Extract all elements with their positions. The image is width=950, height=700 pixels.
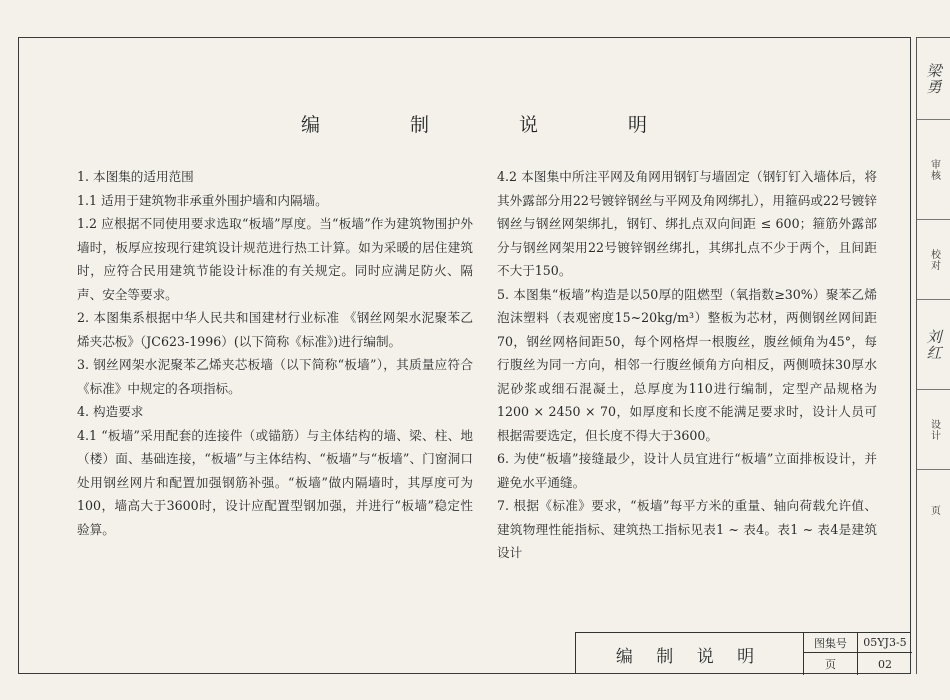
atlas-number-value: 05YJ3-5 [858, 633, 912, 653]
role-label: 设计 [928, 418, 940, 441]
binding-strip [916, 37, 950, 674]
page-number-value: 02 [878, 657, 892, 671]
role-cell [917, 390, 950, 470]
page-number-label: 页 [804, 653, 858, 675]
role-cell [917, 220, 950, 300]
role-label: 校对 [928, 248, 940, 271]
left-text-column [77, 165, 473, 541]
paragraph: 4.2 本图集中所注平网及角网用钢钉与墙固定（钢钉钉入墙体后，将其外露部分用22号镀锌钢丝与平网及角网绑扎），用箍码或22号镀锌钢丝与钢丝网架绑扎，钢钉、绑扎点双向间距 ≤ 600；箍筋外露部分与钢丝网架用22号镀锌钢丝绑扎，其绑扎点不少于两个，且间距不大于150。 [497, 169, 877, 278]
signature-cell [917, 38, 950, 120]
role-cell [917, 120, 950, 220]
right-text-column [497, 165, 877, 565]
paragraph: 2. 本图集系根据中华人民共和国建材行业标准 《钢丝网架水泥聚苯乙烯夹芯板》（JC623-1996）(以下简称《标准》)进行编制。 [77, 310, 473, 349]
paragraph: 1.2 应根据不同使用要求选取“板墙”厚度。当“板墙”作为建筑物围护外墙时，板厚应按现行建筑设计规范进行热工计算。如为采暖的居住建筑时，应符合民用建筑节能设计标准的有关规定。同时应满足防火、隔声、安全等要求。 [77, 216, 473, 302]
role-label: 审核 [928, 158, 940, 181]
paragraph: 6. 为使“板墙”接缝最少，设计人员宜进行“板墙”立面排板设计，并避免水平通缝。 [497, 451, 877, 490]
signature: 刘红 [924, 328, 943, 361]
paragraph: 4.1 “板墙”采用配套的连接件（或锚筋）与主体结构的墙、梁、柱、地（楼）面、基础连接，“板墙”与主体结构、“板墙”与“板墙”、门窗洞口处用钢丝网片和配置加强钢筋补强。“板墙”做内隔墙时，其厚度可为100，墙高大于3600时，设计应配置型钢加强，并进行“板墙”稳定性验算。 [77, 427, 473, 537]
title-block-name: 编 制 说 明 [576, 633, 804, 675]
paragraph: 1.1 适用于建筑物非承重外围护墙和内隔墙。 [77, 192, 328, 208]
signature: 梁勇 [924, 62, 943, 95]
paragraph: 5. 本图集“板墙”构造是以50厚的阻燃型（氧指数≥30%）聚苯乙烯泡沫塑料（表观密度15~20kg/m³）整板为芯材，两侧钢丝网间距70，钢丝网格间距50，每个网格焊一根腹丝，腹丝倾角为45°，每行腹丝为同一方向，相邻一行腹丝倾角方向相反，两侧喷抹30厚水泥砂浆或细石混凝土，总厚度为110进行编制，定型产品规格为1200 × 2450 × 70，如厚度和长度不能满足要求时，设计人员可根据需要选定，但长度不得大于3600。 [497, 286, 877, 443]
paragraph: 1. 本图集的适用范围 [77, 169, 194, 184]
paragraph: 7. 根据《标准》要求，“板墙”每平方米的重量、轴向荷载允许值、建筑物理性能指标、建筑热工指标见表1 ~ 表4。表1 ~ 表4是建筑设计 [497, 498, 877, 560]
paragraph: 4. 构造要求 [77, 404, 144, 419]
title-block [575, 632, 911, 674]
atlas-number-label: 图集号 [804, 633, 858, 653]
role-label: 页 [928, 504, 940, 516]
signature-cell [917, 300, 950, 390]
paragraph: 3. 钢丝网架水泥聚苯乙烯夹芯板墙（以下简称“板墙”），其质量应符合《标准》中规定的各项指标。 [77, 357, 473, 396]
page-title: 编 制 说 明 [300, 114, 690, 136]
role-cell [917, 470, 950, 550]
